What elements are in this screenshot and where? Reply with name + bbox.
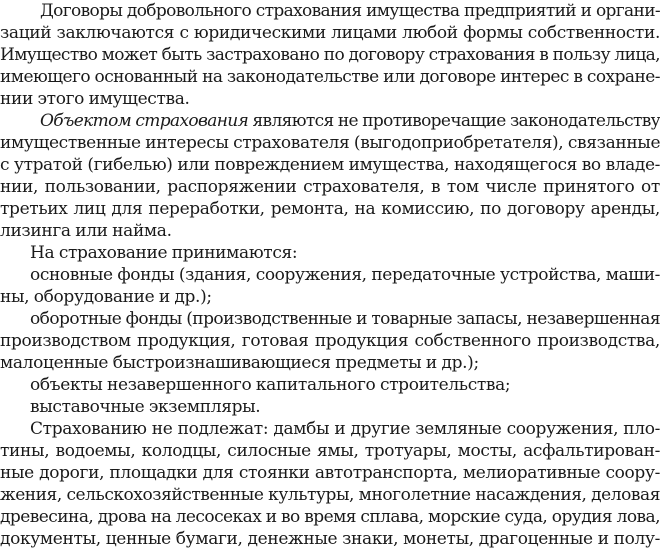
list-item-line: выставочные экземпляры. — [30, 397, 261, 417]
text-line: На страхование принимаются: — [30, 243, 298, 263]
list-item-line: ны, оборудование и др.); — [0, 287, 212, 307]
text-line: Договоры добровольного страхования имущества предприятий и органи- — [40, 1, 660, 21]
text-line: заций заключаются с юридическими лицами любой формы собственности. — [0, 23, 660, 43]
list-item-line: основные фонды (здания, сооружения, передаточные устройства, маши- — [30, 265, 660, 285]
list-item-line: оборотные фонды (производственные и товарные запасы, незавершенная — [30, 309, 660, 329]
text-line: жения, сельскохозяйственные культуры, многолетние насаждения, деловая — [0, 485, 660, 505]
text-line: нии этого имущества. — [0, 89, 190, 109]
text-line: Страхованию не подлежат: дамбы и другие земляные сооружения, пло- — [30, 419, 660, 439]
text-line: тины, водоемы, колодцы, силосные ямы, тротуары, мосты, асфальтирован- — [0, 441, 660, 461]
text-line: имеющего основанный на законодательстве или договоре интерес в сохране- — [0, 67, 660, 87]
text-line: имущественные интересы страхователя (выгодоприобретателя), связанные — [0, 133, 660, 153]
emphasis-term: Объектом страхования — [40, 111, 249, 131]
text-line: Объектом страхования являются не противоречащие законодательству — [40, 111, 660, 131]
text-line: нии, пользовании, распоряжении страхователя, в том числе принятого от — [0, 177, 660, 197]
list-item-line: малоценные быстроизнашивающиеся предметы и др.); — [0, 353, 479, 373]
text-line: лизинга или найма. — [0, 221, 172, 241]
text-line: древесина, дрова на лесосеках и во время сплава, морские суда, орудия лова, — [0, 507, 660, 527]
list-item-line: объекты незавершенного капитального строительства; — [30, 375, 511, 395]
text-line: документы, ценные бумаги, денежные знаки, монеты, драгоценные и полу- — [0, 529, 660, 549]
text-line: с утратой (гибелью) или повреждением имущества, находящегося во владе- — [0, 155, 660, 175]
list-item-line: производством продукция, готовая продукция собственного производства, — [0, 331, 660, 351]
text-line: третьих лиц для переработки, ремонта, на комиссию, по договору аренды, — [0, 199, 660, 219]
text-line: ные дороги, площадки для стоянки автотранспорта, мелиоративные соору- — [0, 463, 660, 483]
text-line: Имущество может быть застраховано по договору страхования в пользу лица, — [0, 45, 660, 65]
